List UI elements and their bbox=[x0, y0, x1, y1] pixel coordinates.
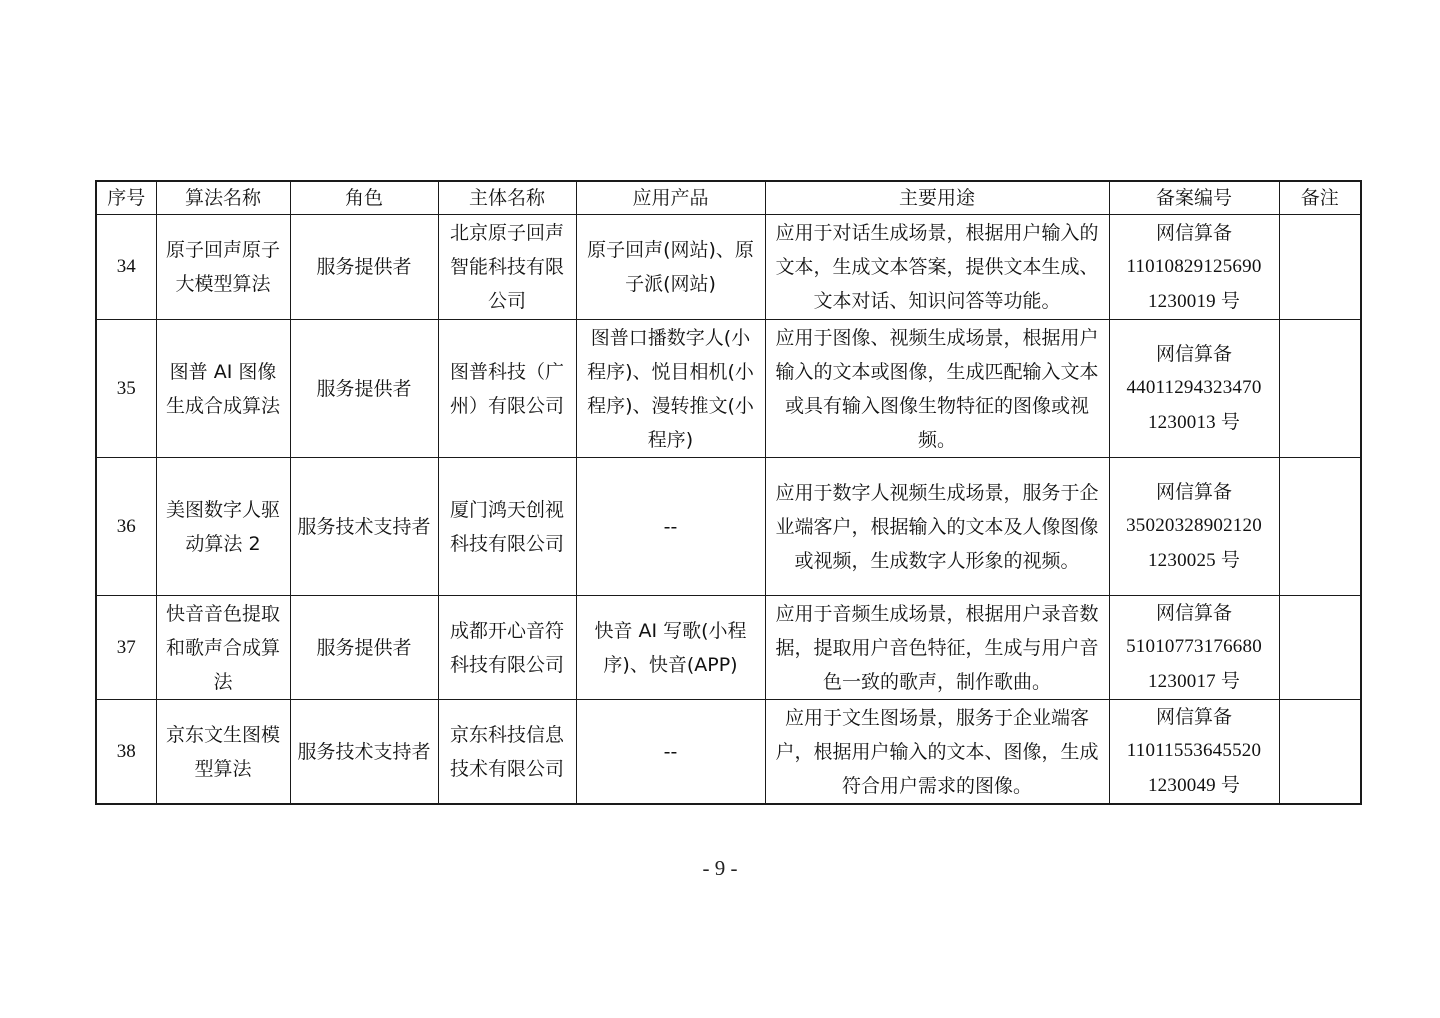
header-purpose: 主要用途 bbox=[765, 181, 1109, 215]
header-role: 角色 bbox=[290, 181, 438, 215]
filing-tail: 1230019 bbox=[1147, 290, 1216, 312]
cell-index: 38 bbox=[96, 700, 156, 805]
cell-product: 快音 AI 写歌(小程序)、快音(APP) bbox=[576, 596, 765, 700]
filing-suffix: 号 bbox=[1220, 774, 1241, 796]
cell-remarks bbox=[1279, 458, 1361, 596]
header-remarks: 备注 bbox=[1279, 181, 1361, 215]
table-header-row bbox=[96, 181, 1361, 215]
cell-index: 34 bbox=[96, 215, 156, 320]
header-product: 应用产品 bbox=[576, 181, 765, 215]
cell-index: 35 bbox=[96, 320, 156, 458]
cell-filing-number bbox=[1109, 215, 1279, 320]
cell-algorithm-name: 京东文生图模型算法 bbox=[156, 700, 290, 805]
cell-product: -- bbox=[576, 458, 765, 596]
cell-algorithm-name: 图普 AI 图像生成合成算法 bbox=[156, 320, 290, 458]
cell-index: 37 bbox=[96, 596, 156, 700]
cell-filing-number bbox=[1109, 596, 1279, 700]
cell-role: 服务技术支持者 bbox=[290, 700, 438, 805]
cell-role: 服务技术支持者 bbox=[290, 458, 438, 596]
algorithm-filing-table bbox=[95, 180, 1362, 805]
cell-remarks bbox=[1279, 215, 1361, 320]
table-row bbox=[96, 596, 1361, 700]
filing-prefix: 网信算备 bbox=[1155, 706, 1232, 728]
filing-tail: 1230013 bbox=[1147, 412, 1216, 433]
filing-digits: 51010773176680 bbox=[1126, 636, 1262, 657]
filing-tail-line bbox=[1116, 284, 1273, 319]
cell-entity-name: 京东科技信息技术有限公司 bbox=[438, 700, 576, 805]
table-row bbox=[96, 458, 1361, 596]
page-number: - 9 - bbox=[702, 856, 738, 880]
table-row bbox=[96, 700, 1361, 805]
header-filing-number: 备案编号 bbox=[1109, 181, 1279, 215]
filing-tail-line bbox=[1116, 405, 1273, 440]
filing-tail-line bbox=[1116, 664, 1273, 699]
cell-filing-number bbox=[1109, 700, 1279, 805]
cell-index: 36 bbox=[96, 458, 156, 596]
header-entity-name: 主体名称 bbox=[438, 181, 576, 215]
cell-entity-name: 图普科技（广州）有限公司 bbox=[438, 320, 576, 458]
table-row bbox=[96, 215, 1361, 320]
cell-product: 原子回声(网站)、原子派(网站) bbox=[576, 215, 765, 320]
filing-suffix: 号 bbox=[1220, 411, 1241, 433]
filing-prefix: 网信算备 bbox=[1155, 481, 1232, 503]
cell-role: 服务提供者 bbox=[290, 320, 438, 458]
cell-purpose: 应用于音频生成场景，根据用户录音数据，提取用户音色特征，生成与用户音色一致的歌声，制作歌曲。 bbox=[765, 596, 1109, 700]
filing-digits: 44011294323470 bbox=[1126, 377, 1262, 398]
filing-digits: 11011553645520 bbox=[1126, 740, 1262, 761]
filing-tail: 1230025 bbox=[1147, 550, 1216, 571]
filing-tail: 1230017 bbox=[1147, 671, 1216, 692]
filing-digits: 35020328902120 bbox=[1126, 515, 1262, 536]
filing-tail: 1230049 bbox=[1147, 775, 1216, 796]
header-index: 序号 bbox=[96, 181, 156, 215]
cell-entity-name: 厦门鸿天创视科技有限公司 bbox=[438, 458, 576, 596]
filing-prefix: 网信算备 bbox=[1155, 602, 1232, 624]
cell-remarks bbox=[1279, 320, 1361, 458]
cell-purpose: 应用于图像、视频生成场景，根据用户输入的文本或图像，生成匹配输入文本或具有输入图像生物特征的图像或视频。 bbox=[765, 320, 1109, 458]
cell-role: 服务提供者 bbox=[290, 596, 438, 700]
cell-role: 服务提供者 bbox=[290, 215, 438, 320]
cell-purpose: 应用于对话生成场景，根据用户输入的文本，生成文本答案，提供文本生成、文本对话、知识问答等功能。 bbox=[765, 215, 1109, 320]
table-row bbox=[96, 320, 1361, 458]
filing-suffix: 号 bbox=[1220, 289, 1241, 312]
cell-remarks bbox=[1279, 596, 1361, 700]
cell-entity-name: 北京原子回声智能科技有限公司 bbox=[438, 215, 576, 320]
cell-remarks bbox=[1279, 700, 1361, 805]
cell-algorithm-name: 快音音色提取和歌声合成算法 bbox=[156, 596, 290, 700]
cell-algorithm-name: 美图数字人驱动算法 2 bbox=[156, 458, 290, 596]
filing-suffix: 号 bbox=[1220, 670, 1241, 692]
filing-suffix: 号 bbox=[1220, 549, 1241, 571]
cell-product: 图普口播数字人(小程序)、悦目相机(小程序)、漫转推文(小程序) bbox=[576, 320, 765, 458]
cell-algorithm-name: 原子回声原子大模型算法 bbox=[156, 215, 290, 320]
cell-entity-name: 成都开心音符科技有限公司 bbox=[438, 596, 576, 700]
filing-prefix: 网信算备 bbox=[1155, 221, 1232, 244]
filing-tail-line bbox=[1116, 543, 1273, 578]
header-algorithm-name: 算法名称 bbox=[156, 181, 290, 215]
filing-digits: 11010829125690 bbox=[1126, 255, 1262, 277]
filing-prefix: 网信算备 bbox=[1155, 343, 1232, 365]
cell-filing-number bbox=[1109, 320, 1279, 458]
cell-purpose: 应用于数字人视频生成场景，服务于企业端客户，根据输入的文本及人像图像或视频，生成数字人形象的视频。 bbox=[765, 458, 1109, 596]
cell-product: -- bbox=[576, 700, 765, 805]
filing-tail-line bbox=[1116, 768, 1273, 803]
cell-purpose: 应用于文生图场景，服务于企业端客户，根据用户输入的文本、图像，生成符合用户需求的图像。 bbox=[765, 700, 1109, 805]
cell-filing-number bbox=[1109, 458, 1279, 596]
